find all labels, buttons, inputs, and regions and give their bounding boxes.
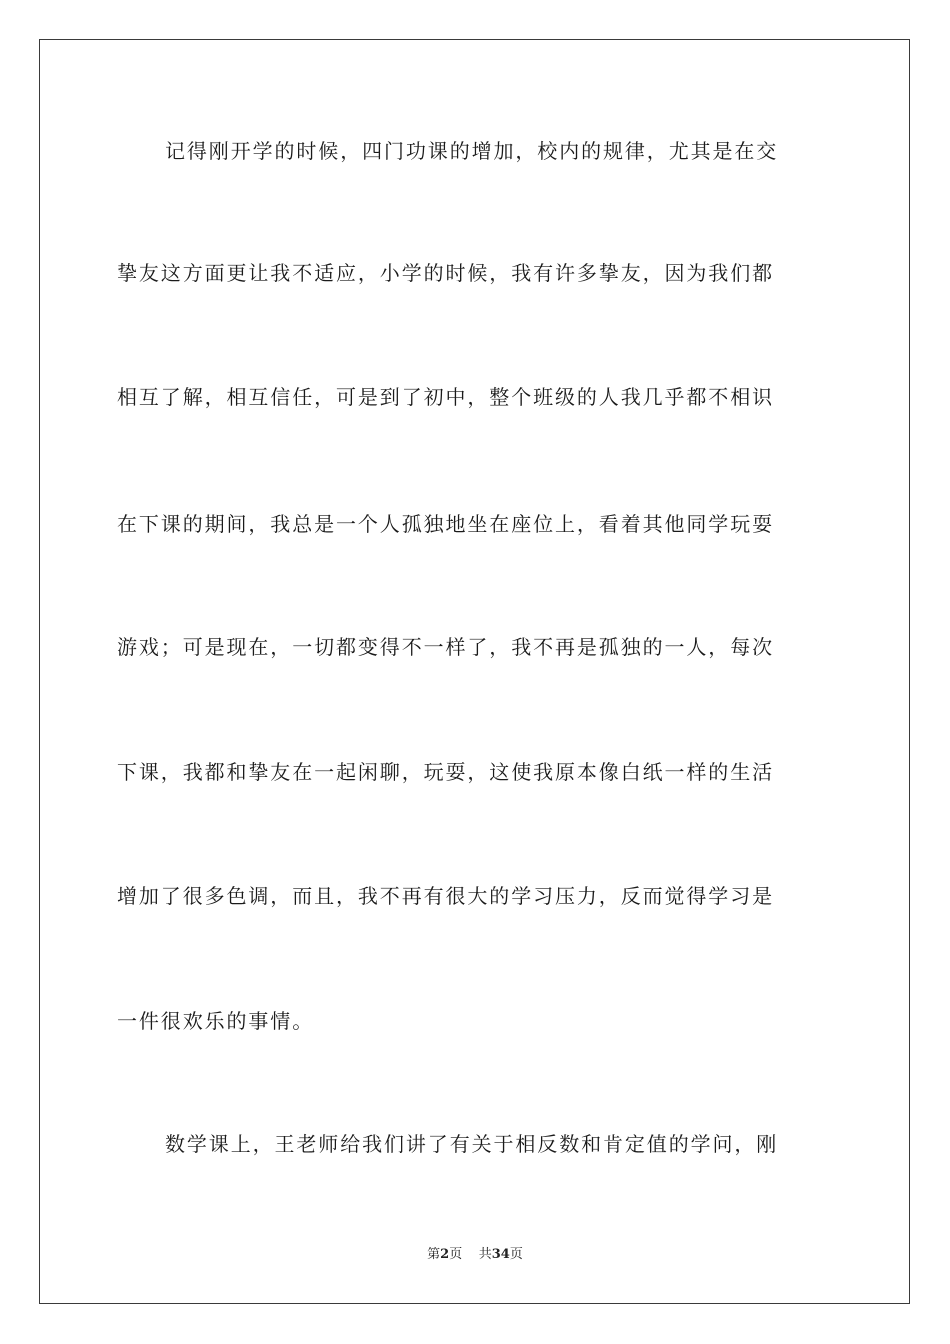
page-border <box>39 39 910 1304</box>
paragraph-line: 在下课的期间，我总是一个人孤独地坐在座位上，看着其他同学玩耍 <box>117 512 774 536</box>
page-total-number: 34 <box>491 1247 510 1262</box>
page-current-number: 2 <box>440 1247 450 1262</box>
total-suffix: 页 <box>509 1247 523 1262</box>
page-footer <box>0 1246 950 1264</box>
paragraph-line: 增加了很多色调，而且，我不再有很大的学习压力，反而觉得学习是 <box>117 884 774 908</box>
paragraph-line: 数学课上，王老师给我们讲了有关于相反数和肯定值的学问，刚 <box>165 1132 779 1156</box>
paragraph-line: 下课，我都和挚友在一起闲聊，玩耍，这使我原本像白纸一样的生活 <box>117 760 774 784</box>
total-prefix: 共 <box>478 1247 492 1262</box>
paragraph-line: 挚友这方面更让我不适应，小学的时候，我有许多挚友，因为我们都 <box>117 261 774 285</box>
page-prefix: 第 <box>427 1247 441 1262</box>
paragraph-line: 记得刚开学的时候，四门功课的增加，校内的规律，尤其是在交 <box>165 139 779 163</box>
paragraph-line: 游戏；可是现在，一切都变得不一样了，我不再是孤独的一人，每次 <box>117 635 774 659</box>
page-suffix: 页 <box>449 1247 463 1262</box>
paragraph-line: 相互了解，相互信任，可是到了初中，整个班级的人我几乎都不相识 <box>117 385 774 409</box>
paragraph-line: 一件很欢乐的事情。 <box>117 1009 315 1033</box>
